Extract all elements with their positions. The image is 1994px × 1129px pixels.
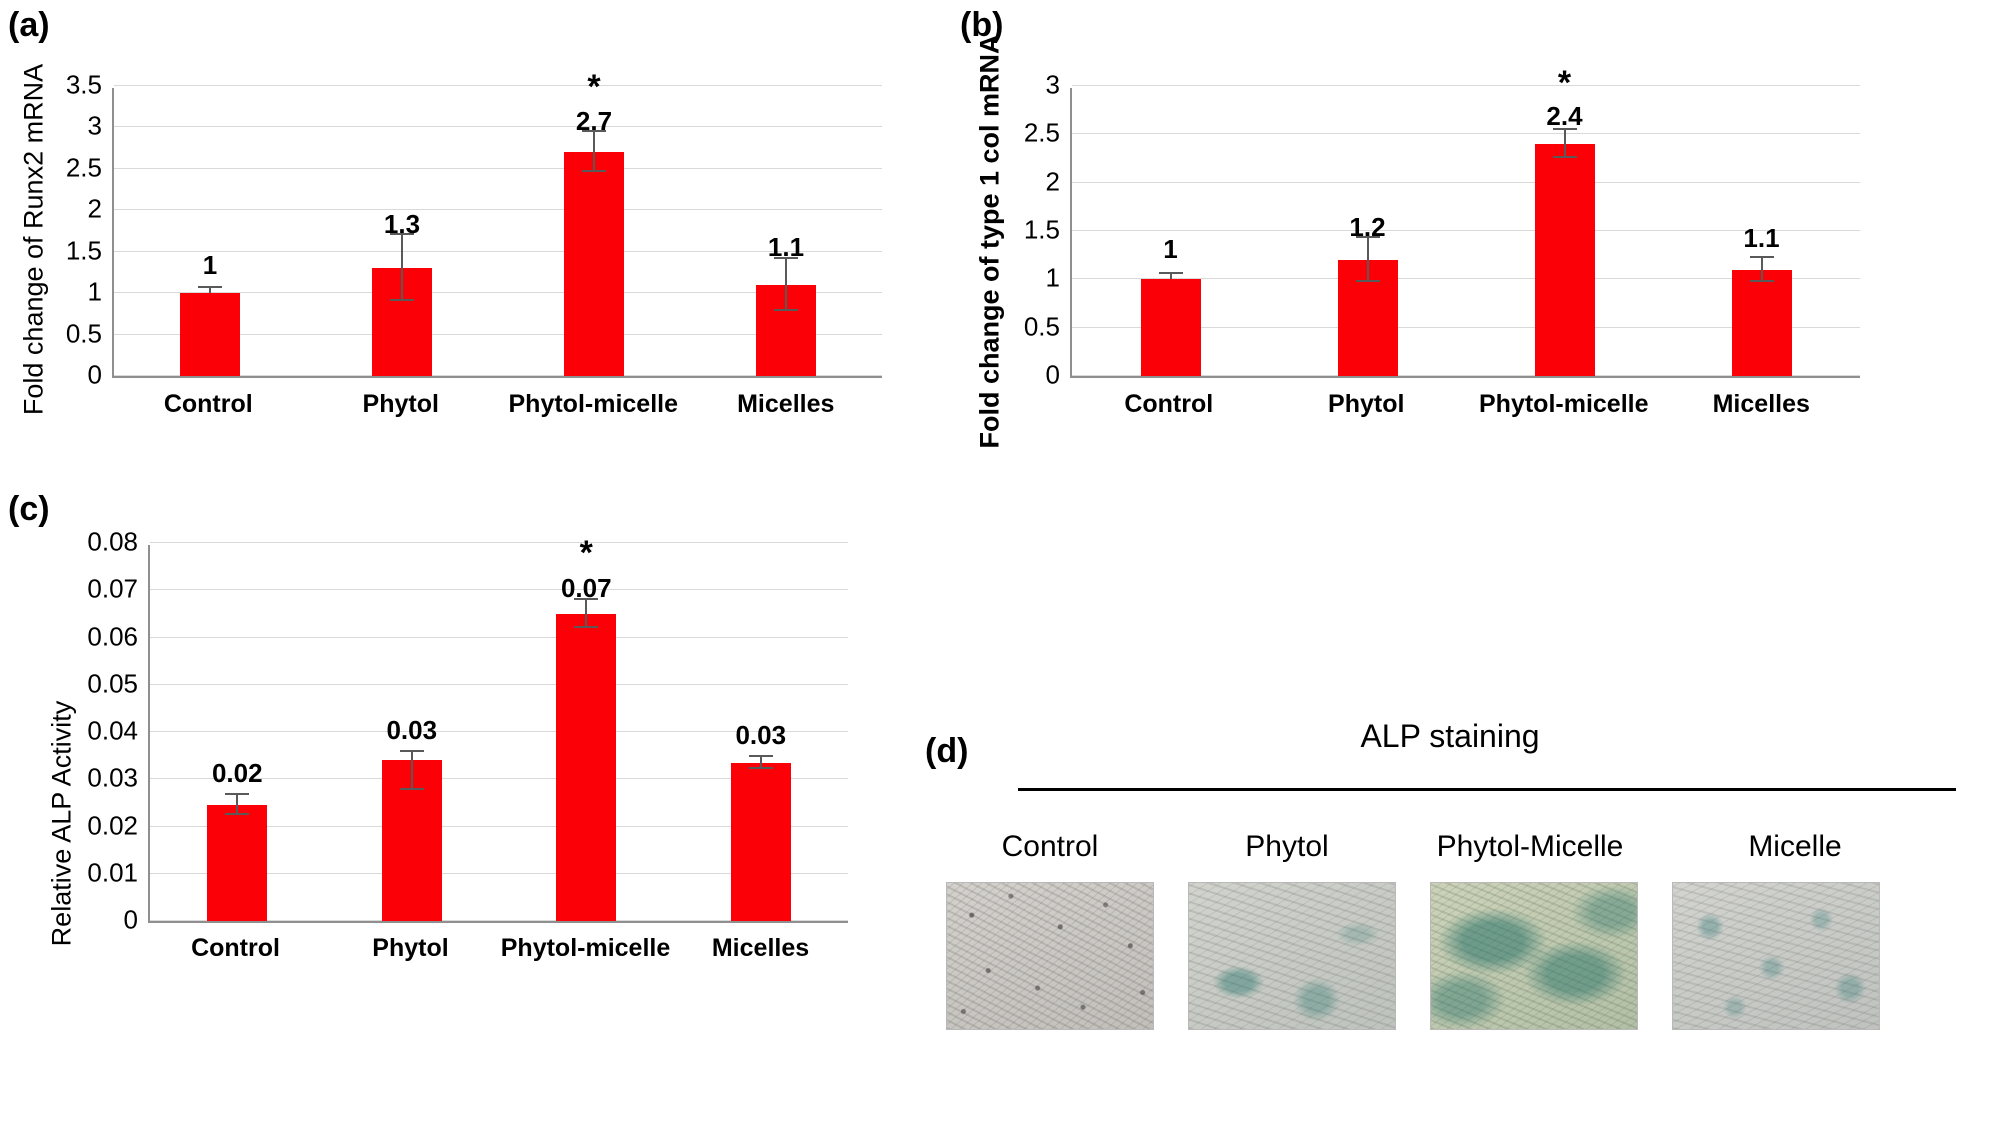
- y-tick-label: 0: [87, 359, 102, 390]
- y-tick-label: 0.04: [87, 715, 138, 746]
- y-tick-label: 0.5: [65, 318, 102, 349]
- error-bar-cap: [225, 793, 249, 795]
- error-bar-cap: [400, 788, 424, 790]
- micrograph-phytol[interactable]: [1188, 882, 1396, 1030]
- y-tick-label: 0.01: [87, 857, 138, 888]
- x-tick-label: Phytol-micelle: [1479, 390, 1649, 418]
- error-bar-cap: [225, 813, 249, 815]
- bar-group: [1466, 64, 1663, 376]
- panel-a-bars: [114, 68, 882, 376]
- panel-c-letter: (c): [8, 490, 50, 528]
- y-tick-label: 0.03: [87, 762, 138, 793]
- error-bar: [785, 285, 787, 311]
- bar[interactable]: [1141, 234, 1201, 376]
- bar-value-label: 1: [202, 250, 218, 281]
- error-bar-cap: [198, 286, 222, 288]
- error-bar-cap: [582, 170, 606, 172]
- panel-b-bars: [1072, 64, 1860, 376]
- panel-a-letter: (a): [8, 6, 50, 44]
- panel-c: [0, 490, 880, 1129]
- error-bar-cap: [1356, 280, 1380, 282]
- panel-c-y-axis-label: Relative ALP Activity: [46, 700, 77, 947]
- y-tick-label: 0: [1045, 359, 1060, 390]
- panel-c-bars: [150, 533, 848, 921]
- bar-value-label: 2.4: [1546, 101, 1583, 131]
- panel-a: [0, 0, 905, 470]
- bar-group: [1072, 88, 1269, 376]
- bar[interactable]: [731, 719, 791, 921]
- bar-value-label: 0.02: [211, 758, 263, 789]
- significance-marker: *: [587, 68, 601, 107]
- bar-value-label: 0.03: [386, 715, 438, 746]
- y-tick-label: 0: [123, 904, 138, 935]
- bar-group: [499, 533, 674, 921]
- error-bar: [593, 152, 595, 172]
- error-bar-cap: [749, 767, 773, 769]
- error-bar-cap: [400, 750, 424, 752]
- bar-group: [306, 88, 498, 376]
- y-tick-label: 2: [87, 193, 102, 224]
- error-bar: [411, 760, 413, 790]
- error-bar-cap: [774, 309, 798, 311]
- bar[interactable]: [756, 231, 816, 376]
- bar-value-label: 2.7: [575, 106, 613, 137]
- error-bar: [236, 795, 238, 805]
- y-tick-label: 2: [1045, 166, 1060, 197]
- panel-a-plot-area: [65, 68, 882, 390]
- micrograph-control[interactable]: [946, 882, 1154, 1030]
- error-bar-cap: [1750, 256, 1774, 258]
- bar-value-label: 1.3: [383, 209, 421, 240]
- image-caption-micelle: Micelle: [1748, 830, 1842, 863]
- x-tick-label: Control: [163, 390, 253, 418]
- image-caption-control: Control: [1001, 830, 1099, 863]
- error-bar: [1170, 274, 1172, 279]
- bar[interactable]: [1338, 212, 1398, 376]
- y-tick-label: 1.5: [1023, 214, 1060, 245]
- panel-d-letter: (d): [925, 732, 969, 770]
- bar-group: [114, 88, 306, 376]
- error-bar: [401, 268, 403, 301]
- y-tick-label: 1: [87, 276, 102, 307]
- panel-a-y-axis-label: Fold change of Runx2 mRNA: [18, 63, 49, 416]
- x-tick-label: Phytol-micelle: [500, 934, 671, 962]
- y-tick-label: 0.5: [1023, 311, 1060, 342]
- y-tick-label: 3.5: [65, 69, 102, 100]
- error-bar-cap: [390, 299, 414, 301]
- bar-value-label: 1.1: [1743, 222, 1780, 253]
- micrograph-phytol-micelle[interactable]: [1430, 882, 1638, 1030]
- bar-group: [1663, 88, 1860, 376]
- x-tick-label: Micelles: [711, 934, 810, 962]
- bar-value-label: 1: [1163, 234, 1178, 265]
- error-bar: [1564, 130, 1566, 144]
- gridline: [1045, 69, 1860, 100]
- bar-value-label: 0.03: [735, 719, 787, 750]
- panel-d-title: ALP staining: [1360, 718, 1540, 754]
- x-tick-label: Phytol: [1328, 390, 1405, 418]
- panel-b-x-axis-labels: [1070, 390, 1860, 419]
- panel-b: [940, 0, 1994, 470]
- bar[interactable]: [180, 250, 240, 376]
- y-tick-label: 2.5: [65, 152, 102, 183]
- x-tick-label: Phytol: [372, 934, 449, 962]
- error-bar-cap: [1553, 156, 1577, 158]
- bar[interactable]: [1732, 222, 1792, 376]
- bar[interactable]: [382, 715, 442, 921]
- bar-group: [690, 88, 882, 376]
- y-tick-label: 0.02: [87, 810, 138, 840]
- x-tick-label: Control: [1124, 390, 1214, 418]
- y-tick-label: 2.5: [1023, 117, 1060, 148]
- y-tick-label: 3: [87, 110, 102, 141]
- bar[interactable]: [564, 68, 624, 376]
- panel-b-plot-area: [1023, 64, 1860, 390]
- panel-c-x-axis-labels: [148, 934, 848, 963]
- bar[interactable]: [556, 533, 616, 921]
- error-bar-cap: [1159, 272, 1183, 274]
- error-bar-cap: [1750, 280, 1774, 282]
- x-tick-label: Micelles: [737, 390, 835, 418]
- significance-marker: *: [1557, 64, 1572, 102]
- bar-group: [325, 545, 500, 921]
- bar-group: [674, 545, 849, 921]
- panel-a-x-axis-labels: [112, 390, 882, 419]
- panel-d: [900, 700, 1994, 1129]
- error-bar-cap: [574, 626, 598, 628]
- gridline: [65, 69, 882, 100]
- panel-c-plot-area: [87, 526, 848, 935]
- image-caption-phytol-micelle: Phytol-Micelle: [1436, 830, 1624, 863]
- bar-group: [1269, 88, 1466, 376]
- x-tick-label: Phytol-micelle: [508, 390, 678, 418]
- y-tick-label: 3: [1045, 69, 1060, 100]
- error-bar: [1761, 258, 1763, 270]
- bar-group: [150, 545, 325, 921]
- panel-d-divider: [1018, 788, 1956, 791]
- y-tick-label: 1.5: [65, 235, 102, 266]
- bar[interactable]: [372, 209, 432, 376]
- bar-value-label: 0.07: [560, 572, 612, 603]
- gridline: [87, 526, 848, 557]
- error-bar: [411, 752, 413, 760]
- y-tick-label: 0.06: [87, 621, 138, 651]
- x-tick-label: Phytol: [362, 390, 439, 418]
- significance-marker: *: [579, 533, 593, 572]
- error-bar: [1367, 260, 1369, 282]
- error-bar-cap: [749, 755, 773, 757]
- image-caption-phytol: Phytol: [1245, 830, 1329, 863]
- bar-group: [498, 68, 690, 376]
- bar-value-label: 1.1: [767, 231, 805, 262]
- y-tick-label: 1: [1045, 262, 1060, 293]
- panel-b-y-axis-label: Fold change of type 1 col mRNA: [974, 34, 1005, 449]
- panel-b-letter: (b): [960, 6, 1004, 44]
- bar-value-label: 1.2: [1349, 212, 1386, 242]
- micrograph-micelle[interactable]: [1672, 882, 1880, 1030]
- x-tick-label: Micelles: [1712, 390, 1810, 418]
- error-bar: [209, 288, 211, 293]
- x-tick-label: Control: [191, 934, 280, 962]
- bar[interactable]: [207, 758, 267, 921]
- y-tick-label: 0.07: [87, 573, 138, 604]
- y-tick-label: 0.05: [87, 668, 138, 699]
- bar[interactable]: [1535, 64, 1595, 376]
- y-tick-label: 0.08: [87, 526, 138, 557]
